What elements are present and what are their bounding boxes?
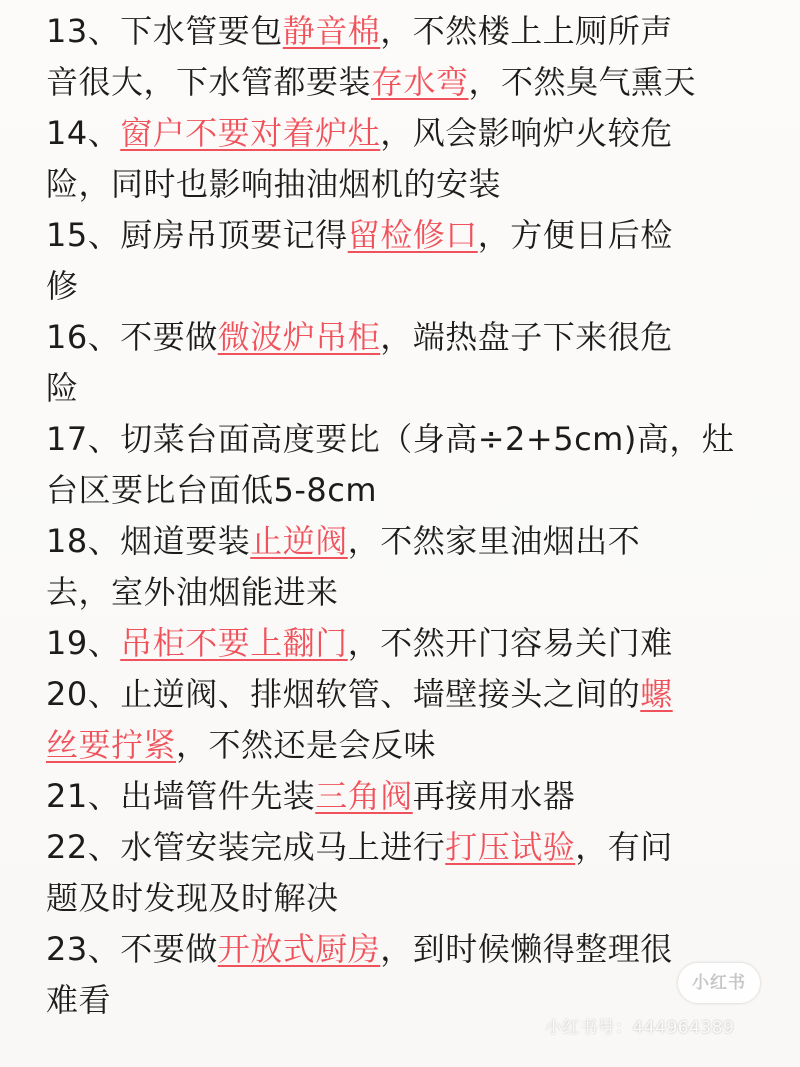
- highlight-text: 吊柜不要上翻门: [120, 624, 348, 662]
- watermark-id: 小红书号：444964389: [545, 1018, 735, 1038]
- text-line: [46, 312, 766, 363]
- line-text: 去，室外油烟能进来: [46, 573, 339, 611]
- highlight-text: 螺: [640, 675, 673, 713]
- line-text: 险，同时也影响抽油烟机的安装: [46, 165, 502, 203]
- line-text: ，有问: [575, 828, 673, 866]
- text-line: [46, 771, 766, 822]
- line-text: ，不然楼上上厕所声: [380, 12, 673, 50]
- line-text: ，不然臭气熏天: [468, 63, 697, 101]
- highlight-text: 存水弯: [371, 63, 469, 101]
- text-line: [46, 720, 766, 771]
- xiaohongshu-logo: [678, 963, 760, 1003]
- line-text: 22、水管安装完成马上进行: [46, 828, 446, 866]
- text-line: [46, 261, 766, 312]
- line-text: ，端热盘子下来很危: [380, 318, 673, 356]
- highlight-text: 微波炉吊柜: [217, 318, 381, 356]
- line-text: ，不然开门容易关门难: [347, 624, 673, 662]
- highlight-text: 静音棉: [282, 12, 381, 50]
- highlight-text: 留检修口: [347, 216, 478, 254]
- line-text: 19、: [46, 624, 121, 662]
- text-line: [46, 669, 766, 720]
- text-line: [46, 363, 766, 414]
- line-text: 13、下水管要包: [46, 12, 283, 50]
- text-line: [46, 924, 766, 975]
- tips-list: [46, 6, 766, 1026]
- text-line: [46, 210, 766, 261]
- line-text: 21、出墙管件先装: [46, 777, 316, 815]
- line-text: 修: [46, 267, 79, 305]
- line-text: ，不然还是会反味: [176, 726, 437, 764]
- line-text: 17、切菜台面高度要比（身高÷2+5cm)高，灶: [46, 420, 735, 458]
- line-text: 20、止逆阀、排烟软管、墙壁接头之间的: [46, 675, 641, 713]
- line-text: 14、: [46, 114, 121, 152]
- highlight-text: 三角阀: [315, 777, 413, 815]
- line-text: 险: [46, 369, 79, 407]
- line-text: 题及时发现及时解决: [46, 879, 339, 917]
- text-line: [46, 516, 766, 567]
- line-text: 台区要比台面低5-8cm: [46, 471, 378, 509]
- text-line: [46, 414, 766, 465]
- line-text: ，到时候懒得整理很: [380, 930, 673, 968]
- highlight-text: 丝要拧紧: [46, 726, 177, 764]
- logo-text: 小红书: [692, 973, 746, 993]
- text-line: [46, 465, 766, 516]
- line-text: 23、不要做: [46, 930, 218, 968]
- highlight-text: 窗户不要对着炉灶: [120, 114, 381, 152]
- text-line: [46, 6, 766, 57]
- line-text: 难看: [46, 981, 112, 1019]
- highlight-text: 开放式厨房: [217, 930, 381, 968]
- line-text: ，风会影响炉火较危: [380, 114, 673, 152]
- line-text: 再接用水器: [412, 777, 576, 815]
- line-text: 16、不要做: [46, 318, 218, 356]
- line-text: ，不然家里油烟出不: [347, 522, 641, 560]
- highlight-text: 打压试验: [445, 828, 576, 866]
- line-text: 音很大，下水管都要装: [46, 63, 372, 101]
- text-line: [46, 618, 766, 669]
- text-line: [46, 108, 766, 159]
- text-line: [46, 873, 766, 924]
- text-line: [46, 159, 766, 210]
- text-line: [46, 57, 766, 108]
- text-line: [46, 822, 766, 873]
- line-text: ，方便日后检: [477, 216, 673, 254]
- line-text: 15、厨房吊顶要记得: [46, 216, 348, 254]
- line-text: 18、烟道要装: [46, 522, 251, 560]
- text-line: [46, 567, 766, 618]
- highlight-text: 止逆阀: [250, 522, 348, 560]
